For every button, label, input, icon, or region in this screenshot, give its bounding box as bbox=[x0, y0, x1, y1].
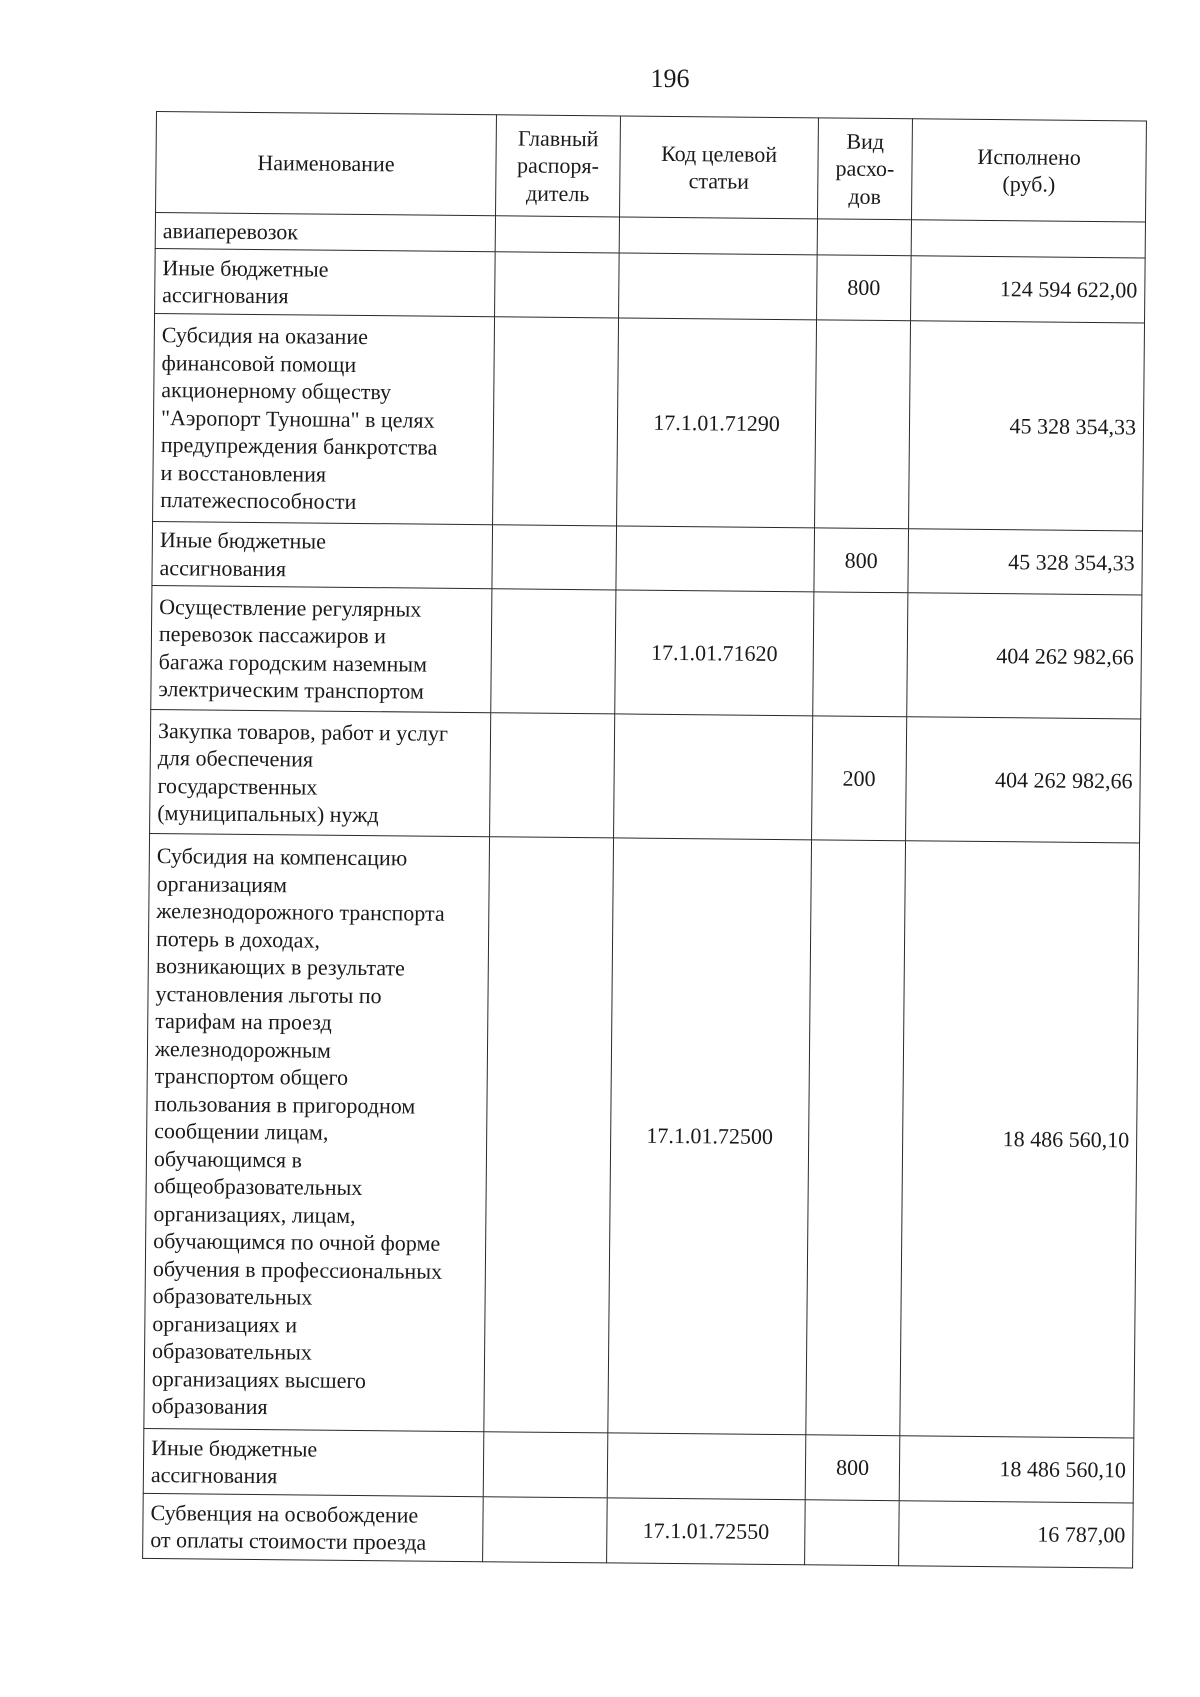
row-amount: 404 262 982,66 bbox=[906, 717, 1141, 843]
row-amount bbox=[911, 220, 1145, 258]
row-admin bbox=[483, 1497, 608, 1563]
row-name: Иные бюджетные ассигнования bbox=[155, 248, 496, 316]
row-name: Осуществление регулярных перевозок пассажиров и багажа городским наземным электрическим транспортом bbox=[151, 585, 492, 712]
row-amount: 124 594 622,00 bbox=[911, 256, 1146, 323]
row-name: Субсидия на оказание финансовой помощи акционерному обществу "Аэропорт Туношна" в целях предупреждения банкротства и восстановления платежеспособности bbox=[153, 313, 495, 524]
row-name: Иные бюджетные ассигнования bbox=[143, 1428, 484, 1496]
row-name: Субвенция на освобождение от оплаты стоимости проезда bbox=[143, 1493, 484, 1561]
row-kind bbox=[817, 219, 911, 256]
row-amount: 18 486 560,10 bbox=[899, 1436, 1134, 1503]
budget-execution-table bbox=[142, 111, 1147, 1568]
row-admin bbox=[490, 713, 615, 838]
row-admin bbox=[484, 837, 614, 1433]
row-code bbox=[614, 714, 813, 840]
header-amount: Исполнено (руб.) bbox=[911, 119, 1146, 222]
row-code: 17.1.01.71290 bbox=[617, 318, 817, 528]
row-code: 17.1.01.71620 bbox=[615, 590, 814, 716]
table-row bbox=[143, 1493, 1134, 1568]
row-kind bbox=[815, 320, 911, 529]
table-row bbox=[144, 833, 1140, 1437]
row-code bbox=[619, 253, 818, 320]
row-admin bbox=[495, 216, 619, 253]
row-kind: 200 bbox=[812, 716, 907, 841]
page-number: 196 bbox=[650, 64, 690, 93]
row-admin bbox=[492, 525, 617, 590]
row-code: 17.1.01.72500 bbox=[608, 838, 812, 1435]
row-admin bbox=[493, 317, 619, 526]
table-row bbox=[143, 1428, 1134, 1503]
row-name: авиаперевозок bbox=[155, 213, 495, 252]
header-code: Код целевой статьи bbox=[620, 116, 819, 219]
row-amount: 45 328 354,33 bbox=[908, 529, 1143, 595]
table-row bbox=[150, 709, 1141, 842]
row-kind bbox=[805, 1500, 900, 1566]
row-code bbox=[607, 1433, 806, 1500]
budget-table-sheet bbox=[142, 111, 1146, 1568]
row-kind bbox=[806, 840, 906, 1436]
header-kind: Вид расхо- дов bbox=[817, 118, 912, 220]
row-kind bbox=[813, 592, 908, 717]
header-name: Наименование bbox=[156, 112, 497, 216]
row-amount: 16 787,00 bbox=[899, 1501, 1134, 1568]
row-kind: 800 bbox=[805, 1435, 900, 1501]
row-code: 17.1.01.72550 bbox=[607, 1498, 806, 1565]
table-row bbox=[152, 521, 1143, 595]
row-kind: 800 bbox=[817, 255, 912, 321]
table-row bbox=[155, 248, 1146, 323]
row-admin bbox=[491, 589, 616, 714]
row-code bbox=[619, 217, 817, 255]
row-name: Закупка товаров, работ и услуг для обеспечения государственных (муниципальных) нужд bbox=[150, 709, 491, 836]
row-code bbox=[616, 526, 815, 592]
row-name: Иные бюджетные ассигнования bbox=[152, 521, 493, 588]
row-admin bbox=[495, 252, 620, 318]
row-kind: 800 bbox=[814, 528, 909, 593]
table-row bbox=[153, 313, 1145, 530]
table-row bbox=[151, 585, 1142, 718]
row-amount: 45 328 354,33 bbox=[909, 321, 1145, 531]
table-header-row bbox=[156, 112, 1147, 222]
header-admin: Главный распоря- дитель bbox=[496, 115, 621, 217]
row-amount: 18 486 560,10 bbox=[900, 841, 1140, 1438]
row-amount: 404 262 982,66 bbox=[907, 593, 1142, 719]
row-name: Субсидия на компенсацию организациям железнодорожного транспорта потерь в доходах, возникающих в результате установления льготы по тарифам на проезд железнодорожным транспортом общего пользования в пригородном сообщении лицам, обучающимся в общеобразовательных организациях, лицам, обучающимся по очной форме обучения в профессиональных образовательных организациях и образовательных организациях высшего образования bbox=[144, 833, 490, 1431]
row-admin bbox=[483, 1432, 608, 1498]
